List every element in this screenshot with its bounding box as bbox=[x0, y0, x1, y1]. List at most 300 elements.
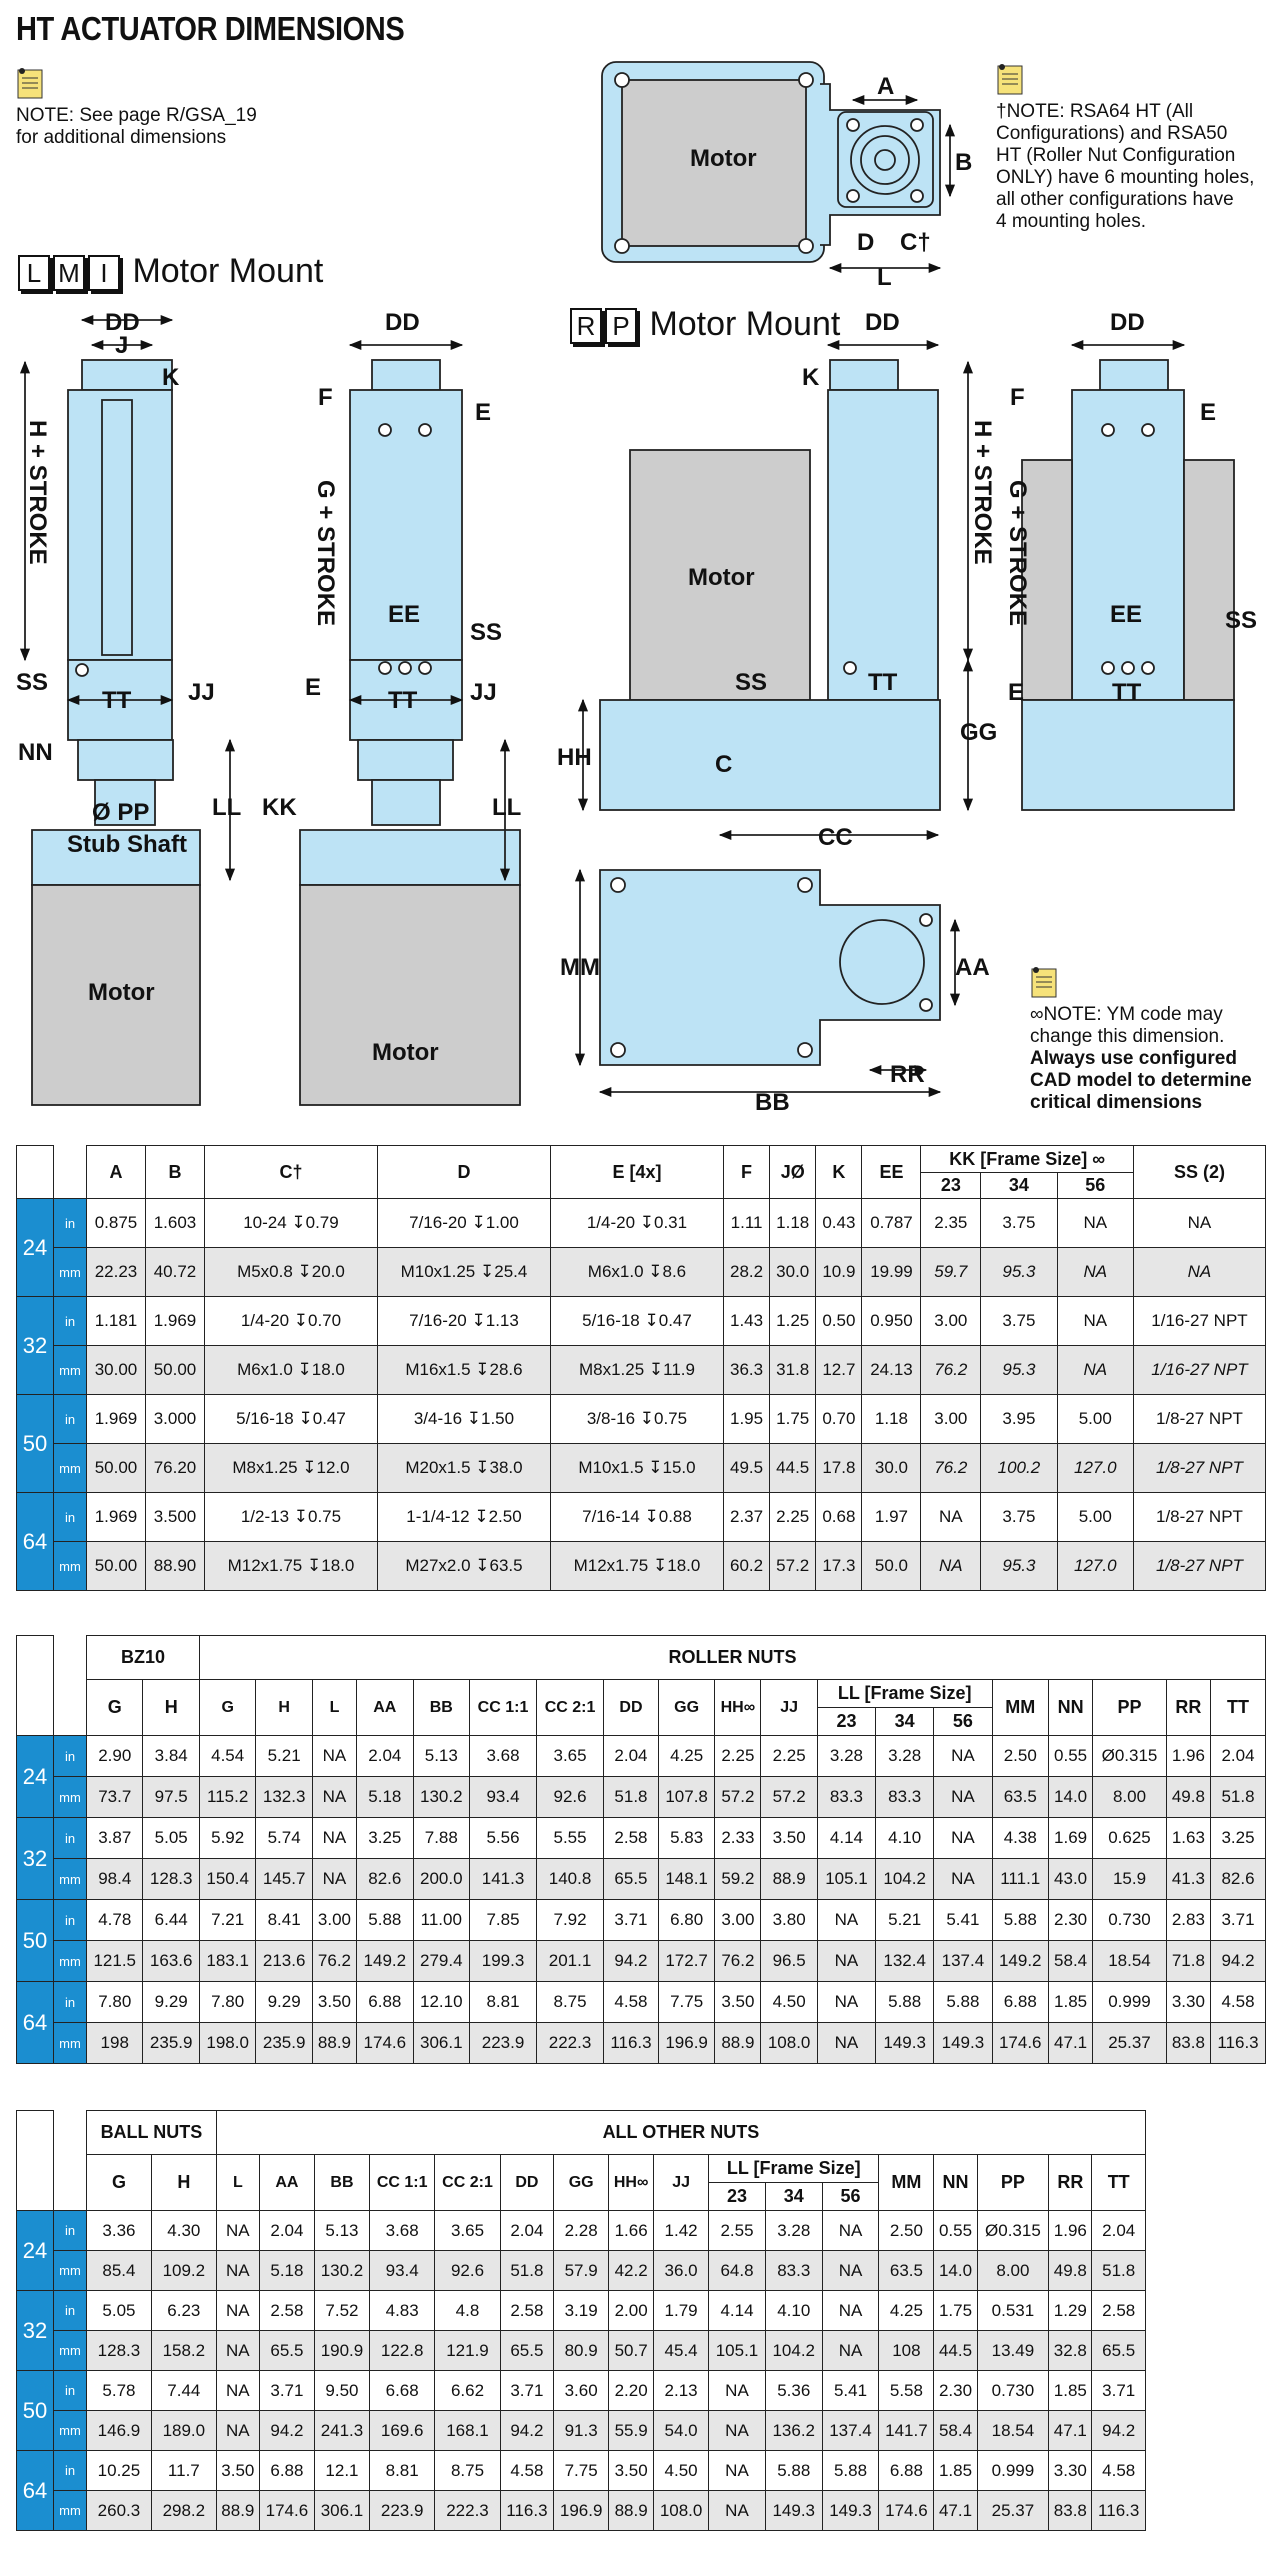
table-cell: NA bbox=[1057, 1199, 1133, 1248]
table-cell: 88.9 bbox=[609, 2491, 654, 2531]
size-header: Size bbox=[17, 2111, 54, 2211]
table-cell: NA bbox=[817, 1982, 875, 2023]
table-cell: 7/16-14 ↧0.88 bbox=[550, 1493, 723, 1542]
unit-cell: mm bbox=[54, 2251, 87, 2291]
table-cell: 4.14 bbox=[817, 1818, 875, 1859]
table-cell: NA bbox=[822, 2291, 879, 2331]
col-header: B bbox=[145, 1146, 204, 1199]
table-cell: 0.625 bbox=[1093, 1818, 1167, 1859]
table-cell: 4.58 bbox=[1092, 2451, 1146, 2491]
table-cell: 58.4 bbox=[1048, 1941, 1092, 1982]
note-line: ONLY) have 6 mounting holes, bbox=[996, 167, 1255, 188]
table-cell: NA bbox=[216, 2411, 259, 2451]
table-cell: 1.85 bbox=[934, 2451, 977, 2491]
table-cell: 93.4 bbox=[470, 1777, 537, 1818]
table-cell: 3.50 bbox=[761, 1818, 817, 1859]
table-cell: 174.6 bbox=[992, 2023, 1048, 2064]
table-cell: 3.00 bbox=[715, 1900, 761, 1941]
table-cell: 2.83 bbox=[1166, 1900, 1210, 1941]
table-cell: 141.7 bbox=[879, 2411, 934, 2451]
table-cell: 121.9 bbox=[435, 2331, 500, 2371]
table-cell: 1.969 bbox=[145, 1297, 204, 1346]
table-cell: 1/16-27 NPT bbox=[1133, 1346, 1265, 1395]
table-cell: 0.999 bbox=[1093, 1982, 1167, 2023]
table-cell: 222.3 bbox=[537, 2023, 604, 2064]
table-cell: 3.68 bbox=[470, 1736, 537, 1777]
table-row bbox=[17, 1736, 1266, 1777]
label-dd: DD bbox=[1110, 309, 1145, 336]
col-header: CC 2:1 bbox=[435, 2155, 500, 2211]
table-cell: 11.00 bbox=[413, 1900, 469, 1941]
label-motor-mid: Motor bbox=[372, 1039, 439, 1066]
col-header: GG bbox=[554, 2155, 609, 2211]
table-cell: 2.20 bbox=[609, 2371, 654, 2411]
table-cell: Ø0.315 bbox=[977, 2211, 1049, 2251]
table-row bbox=[17, 2491, 1146, 2531]
table-cell: 122.8 bbox=[369, 2331, 434, 2371]
label-mm: MM bbox=[560, 954, 600, 981]
table-cell: 6.88 bbox=[259, 2451, 314, 2491]
table-cell: 76.20 bbox=[145, 1444, 204, 1493]
table-cell: 10.25 bbox=[87, 2451, 152, 2491]
table-cell: 49.8 bbox=[1049, 2251, 1092, 2291]
table-cell: 149.3 bbox=[822, 2491, 879, 2531]
table-cell: 1.18 bbox=[862, 1395, 921, 1444]
label-tt: TT bbox=[388, 687, 418, 714]
label-ee: EE bbox=[1110, 601, 1143, 628]
unit-cell: in bbox=[54, 2451, 87, 2491]
table-cell: 19.99 bbox=[862, 1248, 921, 1297]
note-line: HT (Roller Nut Configuration bbox=[996, 145, 1236, 166]
table-cell: M16x1.5 ↧28.6 bbox=[377, 1346, 550, 1395]
table-cell: 3.71 bbox=[1211, 1900, 1266, 1941]
table-cell: 149.2 bbox=[357, 1941, 413, 1982]
label-jj: JJ bbox=[188, 679, 215, 706]
table-cell: 80.9 bbox=[554, 2331, 609, 2371]
unit-cell: in bbox=[54, 1395, 87, 1444]
table-cell: NA bbox=[822, 2251, 879, 2291]
table-cell: 111.1 bbox=[992, 1859, 1048, 1900]
table-cell: 128.3 bbox=[143, 1859, 199, 1900]
col-header: DD bbox=[604, 1680, 659, 1736]
table-cell: M10x1.25 ↧25.4 bbox=[377, 1248, 550, 1297]
ll-subheader: 56 bbox=[934, 1708, 992, 1736]
label-dd: DD bbox=[105, 309, 140, 336]
mount-letter: R bbox=[570, 308, 602, 344]
table-cell: M8x1.25 ↧11.9 bbox=[550, 1346, 723, 1395]
table-cell: 14.0 bbox=[1048, 1777, 1092, 1818]
table-cell: 3.50 bbox=[312, 1982, 356, 2023]
table-cell: 14.0 bbox=[934, 2251, 977, 2291]
table-cell: 145.7 bbox=[256, 1859, 312, 1900]
table-cell: 115.2 bbox=[199, 1777, 255, 1818]
label-e: E bbox=[1200, 399, 1217, 426]
table-cell: 279.4 bbox=[413, 1941, 469, 1982]
table-cell: 0.999 bbox=[977, 2451, 1049, 2491]
table-cell: 50.00 bbox=[87, 1444, 146, 1493]
table-cell: 5.88 bbox=[822, 2451, 879, 2491]
table-cell: 107.8 bbox=[658, 1777, 714, 1818]
mount-letter: M bbox=[53, 255, 85, 291]
col-header: G bbox=[87, 1680, 143, 1736]
col-header: PP bbox=[977, 2155, 1049, 2211]
unit-cell: mm bbox=[54, 1542, 87, 1591]
table-cell: 3.75 bbox=[981, 1297, 1057, 1346]
table-cell: 130.2 bbox=[413, 1777, 469, 1818]
table-cell: 2.37 bbox=[723, 1493, 769, 1542]
table-row bbox=[17, 1859, 1266, 1900]
table-cell: 183.1 bbox=[199, 1941, 255, 1982]
col-header: BB bbox=[413, 1680, 469, 1736]
label-b: B bbox=[955, 149, 973, 176]
label-g-stroke: G + STROKE bbox=[312, 480, 339, 627]
table-cell: 51.8 bbox=[500, 2251, 553, 2291]
table-cell: 6.23 bbox=[151, 2291, 216, 2331]
table-cell: 88.90 bbox=[145, 1542, 204, 1591]
table-cell: NA bbox=[216, 2331, 259, 2371]
col-header: BB bbox=[314, 2155, 369, 2211]
unit-cell: in bbox=[54, 1900, 87, 1941]
col-header: JJ bbox=[761, 1680, 817, 1736]
table-cell: 163.6 bbox=[143, 1941, 199, 1982]
mount-text: Motor Mount bbox=[649, 305, 841, 343]
table-cell: 91.3 bbox=[554, 2411, 609, 2451]
col-header: H bbox=[143, 1680, 199, 1736]
table-cell: NA bbox=[817, 1941, 875, 1982]
table-cell: 3.71 bbox=[259, 2371, 314, 2411]
label-tt: TT bbox=[1112, 679, 1142, 706]
table-cell: 73.7 bbox=[87, 1777, 143, 1818]
table-cell: 8.00 bbox=[1093, 1777, 1167, 1818]
ll-subheader: 34 bbox=[765, 2183, 822, 2211]
table-row bbox=[17, 1395, 1266, 1444]
label-gg: GG bbox=[960, 719, 998, 746]
table-cell: 100.2 bbox=[981, 1444, 1057, 1493]
table-cell: 3.30 bbox=[1166, 1982, 1210, 2023]
table-cell: 104.2 bbox=[765, 2331, 822, 2371]
table-cell: 199.3 bbox=[470, 1941, 537, 1982]
table-cell: 1.25 bbox=[770, 1297, 816, 1346]
table-cell: 241.3 bbox=[314, 2411, 369, 2451]
table-cell: 196.9 bbox=[554, 2491, 609, 2531]
label-ss: SS bbox=[470, 619, 503, 646]
table-cell: 40.72 bbox=[145, 1248, 204, 1297]
table-cell: 1/8-27 NPT bbox=[1133, 1444, 1265, 1493]
col-header: HH∞ bbox=[609, 2155, 654, 2211]
table-cell: 71.8 bbox=[1166, 1941, 1210, 1982]
table-cell: 22.23 bbox=[87, 1248, 146, 1297]
table-cell: 3.000 bbox=[145, 1395, 204, 1444]
note-line: change this dimension. bbox=[1030, 1026, 1225, 1047]
table-cell: 5.88 bbox=[934, 1982, 992, 2023]
table-cell: 0.787 bbox=[862, 1199, 921, 1248]
table-cell: 63.5 bbox=[879, 2251, 934, 2291]
table-cell: 5.58 bbox=[879, 2371, 934, 2411]
table-cell: 88.9 bbox=[761, 1859, 817, 1900]
table-cell: 94.2 bbox=[1092, 2411, 1146, 2451]
table-cell: 5.05 bbox=[143, 1818, 199, 1859]
table-cell: 3.60 bbox=[554, 2371, 609, 2411]
table-cell: 83.8 bbox=[1049, 2491, 1092, 2531]
table-cell: 0.730 bbox=[977, 2371, 1049, 2411]
table-cell: 25.37 bbox=[1093, 2023, 1167, 2064]
table-cell: 196.9 bbox=[658, 2023, 714, 2064]
table-cell: 50.00 bbox=[145, 1346, 204, 1395]
table-row bbox=[17, 2251, 1146, 2291]
table-cell: 5.88 bbox=[876, 1982, 934, 2023]
table-cell: 1.69 bbox=[1048, 1818, 1092, 1859]
note-line: NOTE: See page R/GSA_19 bbox=[16, 105, 257, 126]
bz10-header: BZ10 bbox=[87, 1636, 200, 1680]
table-cell: NA bbox=[1057, 1248, 1133, 1297]
size-cell: 50 bbox=[17, 1395, 54, 1493]
col-header: TT bbox=[1211, 1680, 1266, 1736]
table-cell: 5.13 bbox=[413, 1736, 469, 1777]
table-cell: 3.25 bbox=[1211, 1818, 1266, 1859]
table-cell: 3.28 bbox=[817, 1736, 875, 1777]
col-header: NN bbox=[934, 2155, 977, 2211]
table-cell: 83.3 bbox=[765, 2251, 822, 2291]
table-cell: 88.9 bbox=[715, 2023, 761, 2064]
table-cell: NA bbox=[216, 2251, 259, 2291]
table-cell: 36.3 bbox=[723, 1346, 769, 1395]
table-cell: M20x1.5 ↧38.0 bbox=[377, 1444, 550, 1493]
col-header: JJ bbox=[654, 2155, 709, 2211]
table-row bbox=[17, 1941, 1266, 1982]
table-row bbox=[17, 2291, 1146, 2331]
size-cell: 24 bbox=[17, 2211, 54, 2291]
table-cell: 7/16-20 ↧1.00 bbox=[377, 1199, 550, 1248]
table-cell: 1.969 bbox=[87, 1493, 146, 1542]
unit-cell: in bbox=[54, 1297, 87, 1346]
table-cell: 44.5 bbox=[770, 1444, 816, 1493]
table-cell: 8.81 bbox=[369, 2451, 434, 2491]
table-cell: 141.3 bbox=[470, 1859, 537, 1900]
label-bb: BB bbox=[755, 1089, 790, 1116]
table-cell: 3.50 bbox=[216, 2451, 259, 2491]
table-cell: 128.3 bbox=[87, 2331, 152, 2371]
kk-subheader: 34 bbox=[981, 1173, 1057, 1199]
table-cell: 0.950 bbox=[862, 1297, 921, 1346]
label-ll: LL bbox=[492, 794, 522, 821]
table-cell: NA bbox=[822, 2211, 879, 2251]
size-cell: 64 bbox=[17, 1493, 54, 1591]
table-row bbox=[17, 2211, 1146, 2251]
table-cell: 2.30 bbox=[934, 2371, 977, 2411]
table-cell: 1.43 bbox=[723, 1297, 769, 1346]
unit-header-blank bbox=[54, 2111, 87, 2211]
table-cell: 1.969 bbox=[87, 1395, 146, 1444]
label-motor-left: Motor bbox=[88, 979, 155, 1006]
table-cell: 6.44 bbox=[143, 1900, 199, 1941]
table-cell: 200.0 bbox=[413, 1859, 469, 1900]
size-cell: 32 bbox=[17, 2291, 54, 2371]
table-cell: 8.75 bbox=[537, 1982, 604, 2023]
col-header: RR bbox=[1049, 2155, 1092, 2211]
table-cell: 83.8 bbox=[1166, 2023, 1210, 2064]
col-header: JØ bbox=[770, 1146, 816, 1199]
table-cell: 95.3 bbox=[981, 1248, 1057, 1297]
table-cell: 3.71 bbox=[1092, 2371, 1146, 2411]
table-cell: NA bbox=[934, 1818, 992, 1859]
table-cell: 132.3 bbox=[256, 1777, 312, 1818]
table-cell: 5.78 bbox=[87, 2371, 152, 2411]
size-cell: 32 bbox=[17, 1297, 54, 1395]
table-cell: 9.29 bbox=[256, 1982, 312, 2023]
table-row bbox=[17, 2331, 1146, 2371]
table-cell: 58.4 bbox=[934, 2411, 977, 2451]
table-cell: 5.18 bbox=[357, 1777, 413, 1818]
table-cell: NA bbox=[934, 1736, 992, 1777]
table-cell: 57.2 bbox=[715, 1777, 761, 1818]
table-cell: 3.28 bbox=[876, 1736, 934, 1777]
unit-cell: mm bbox=[54, 1346, 87, 1395]
table-cell: 55.9 bbox=[609, 2411, 654, 2451]
table-cell: 8.41 bbox=[256, 1900, 312, 1941]
table-cell: 1/8-27 NPT bbox=[1133, 1542, 1265, 1591]
unit-header-blank bbox=[54, 1636, 87, 1736]
table-cell: 2.04 bbox=[1092, 2211, 1146, 2251]
table-cell: M10x1.5 ↧15.0 bbox=[550, 1444, 723, 1493]
table-cell: 168.1 bbox=[435, 2411, 500, 2451]
table-cell: 36.0 bbox=[654, 2251, 709, 2291]
table-cell: 0.55 bbox=[934, 2211, 977, 2251]
ll-header: LL [Frame Size] bbox=[817, 1680, 992, 1708]
table-cell: 7.21 bbox=[199, 1900, 255, 1941]
unit-cell: in bbox=[54, 1982, 87, 2023]
table-cell: 45.4 bbox=[654, 2331, 709, 2371]
table-cell: 0.730 bbox=[1093, 1900, 1167, 1941]
label-tt: TT bbox=[102, 687, 132, 714]
table-cell: 3/8-16 ↧0.75 bbox=[550, 1395, 723, 1444]
table-cell: M5x0.8 ↧20.0 bbox=[204, 1248, 377, 1297]
label-k: K bbox=[162, 364, 180, 391]
table-cell: 1/4-20 ↧0.70 bbox=[204, 1297, 377, 1346]
roller-nuts-header: ROLLER NUTS bbox=[199, 1636, 1265, 1680]
table-cell: 0.531 bbox=[977, 2291, 1049, 2331]
table-cell: 65.5 bbox=[1092, 2331, 1146, 2371]
col-header: K bbox=[816, 1146, 862, 1199]
table-cell: NA bbox=[1133, 1199, 1265, 1248]
table-cell: 2.04 bbox=[259, 2211, 314, 2251]
table-cell: 5.00 bbox=[1057, 1493, 1133, 1542]
table-cell: 2.04 bbox=[500, 2211, 553, 2251]
table-cell: 2.25 bbox=[715, 1736, 761, 1777]
col-header: G bbox=[199, 1680, 255, 1736]
table-cell: 260.3 bbox=[87, 2491, 152, 2531]
table-cell: NA bbox=[709, 2371, 766, 2411]
unit-cell: in bbox=[54, 1818, 87, 1859]
table-cell: 88.9 bbox=[216, 2491, 259, 2531]
table-cell: NA bbox=[934, 1859, 992, 1900]
table-cell: 1.85 bbox=[1049, 2371, 1092, 2411]
table-cell: 17.8 bbox=[816, 1444, 862, 1493]
table-cell: 49.8 bbox=[1166, 1777, 1210, 1818]
table-cell: 105.1 bbox=[709, 2331, 766, 2371]
unit-cell: mm bbox=[54, 2023, 87, 2064]
ll-subheader: 56 bbox=[822, 2183, 879, 2211]
dimensions-table-1 bbox=[16, 1145, 1266, 1591]
table-cell: 4.30 bbox=[151, 2211, 216, 2251]
label-motor-top: Motor bbox=[690, 145, 757, 172]
col-header: GG bbox=[658, 1680, 714, 1736]
table-cell: 5.05 bbox=[87, 2291, 152, 2331]
table-cell: NA bbox=[312, 1736, 356, 1777]
table-cell: NA bbox=[312, 1777, 356, 1818]
label-cc: CC bbox=[818, 824, 853, 851]
table-cell: 7.75 bbox=[658, 1982, 714, 2023]
table-cell: 1/16-27 NPT bbox=[1133, 1297, 1265, 1346]
label-e: E bbox=[1008, 679, 1025, 706]
note-line: critical dimensions bbox=[1030, 1092, 1203, 1113]
label-f: F bbox=[318, 384, 333, 411]
label-tt: TT bbox=[868, 669, 898, 696]
table-cell: 0.55 bbox=[1048, 1736, 1092, 1777]
table-cell: NA bbox=[1057, 1297, 1133, 1346]
size-header: Size bbox=[17, 1146, 54, 1199]
table-cell: 92.6 bbox=[435, 2251, 500, 2291]
label-motor-rp: Motor bbox=[688, 564, 755, 591]
col-header: A bbox=[87, 1146, 146, 1199]
unit-cell: in bbox=[54, 2211, 87, 2251]
table-cell: 108.0 bbox=[761, 2023, 817, 2064]
table-cell: 1.603 bbox=[145, 1199, 204, 1248]
col-header: F bbox=[723, 1146, 769, 1199]
table-cell: 82.6 bbox=[357, 1859, 413, 1900]
table-cell: 140.8 bbox=[537, 1859, 604, 1900]
size-cell: 24 bbox=[17, 1736, 54, 1818]
table-cell: 94.2 bbox=[259, 2411, 314, 2451]
table-cell: 1.79 bbox=[654, 2291, 709, 2331]
table-cell: 174.6 bbox=[357, 2023, 413, 2064]
table-cell: NA bbox=[216, 2371, 259, 2411]
table-cell: 8.00 bbox=[977, 2251, 1049, 2291]
table-cell: 0.70 bbox=[816, 1395, 862, 1444]
table-cell: 94.2 bbox=[500, 2411, 553, 2451]
table-cell: 2.58 bbox=[259, 2291, 314, 2331]
table-cell: 1.11 bbox=[723, 1199, 769, 1248]
col-header: MM bbox=[879, 2155, 934, 2211]
label-stub-shaft: Stub Shaft bbox=[67, 831, 187, 858]
table-cell: 10-24 ↧0.79 bbox=[204, 1199, 377, 1248]
table-cell: 306.1 bbox=[314, 2491, 369, 2531]
label-jj: JJ bbox=[470, 679, 497, 706]
table-cell: NA bbox=[709, 2491, 766, 2531]
label-k: K bbox=[802, 364, 820, 391]
table-cell: 47.1 bbox=[934, 2491, 977, 2531]
table-cell: 47.1 bbox=[1049, 2411, 1092, 2451]
table-cell: 3.95 bbox=[981, 1395, 1057, 1444]
dimensions-table-2 bbox=[16, 1635, 1266, 2064]
table-cell: 7.52 bbox=[314, 2291, 369, 2331]
table-cell: 30.00 bbox=[87, 1346, 146, 1395]
table-cell: 2.90 bbox=[87, 1736, 143, 1777]
table-row bbox=[17, 1777, 1266, 1818]
col-header: AA bbox=[357, 1680, 413, 1736]
table-cell: 7.88 bbox=[413, 1818, 469, 1859]
col-header: CC 2:1 bbox=[537, 1680, 604, 1736]
table-cell: 1/8-27 NPT bbox=[1133, 1493, 1265, 1542]
table-cell: 59.2 bbox=[715, 1859, 761, 1900]
kk-subheader: 56 bbox=[1057, 1173, 1133, 1199]
table-cell: 1/4-20 ↧0.31 bbox=[550, 1199, 723, 1248]
table-cell: 24.13 bbox=[862, 1346, 921, 1395]
col-header: NN bbox=[1048, 1680, 1092, 1736]
table-cell: 4.78 bbox=[87, 1900, 143, 1941]
table-cell: Ø0.315 bbox=[1093, 1736, 1167, 1777]
ball-nuts-header: BALL NUTS bbox=[87, 2111, 217, 2155]
table-cell: 0.43 bbox=[816, 1199, 862, 1248]
